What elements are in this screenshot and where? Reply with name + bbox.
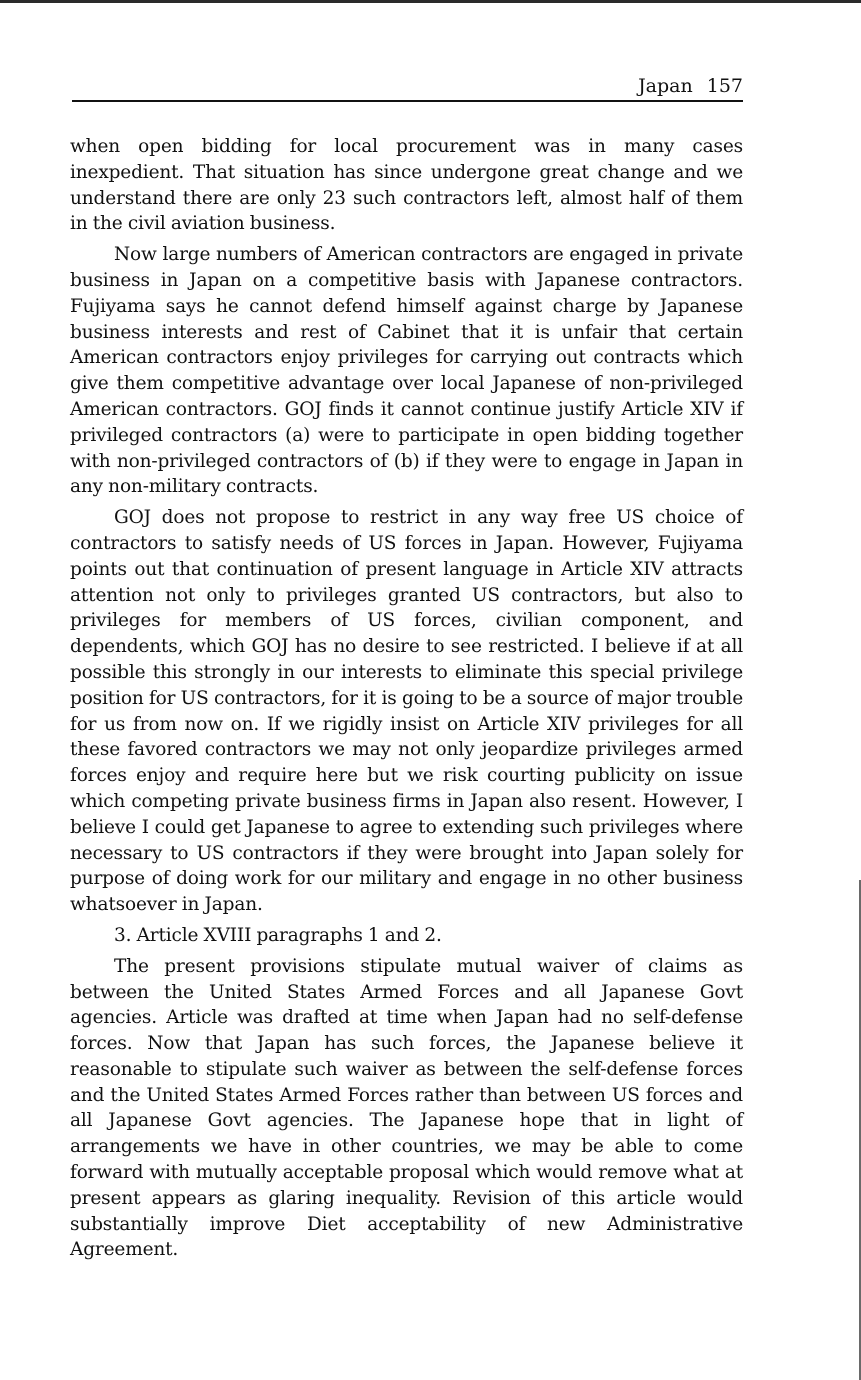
page-number: 157 [706, 75, 743, 97]
running-head [72, 72, 743, 100]
header-rule [72, 100, 743, 102]
scan-top-edge [0, 0, 861, 3]
running-head-section: Japan [638, 75, 693, 97]
page-body [70, 134, 743, 1263]
section-heading-article-xviii: 3. Article XVIII paragraphs 1 and 2. [114, 924, 442, 946]
paragraph-continued: when open bidding for local procurement was in many cases inexpedient. That situation has since undergone great change and we understand there are only 23 such contractors left, almost half of them in the civil aviation business. [70, 136, 743, 235]
paragraph-american-contractors: Now large numbers of American contractors are engaged in private business in Japan on a competitive basis with Japanese contractors. Fujiyama says he cannot defend himself against charge by Japanese business interests and rest of Cabinet that it is unfair that certain American contractors enjoy privileges for carrying out contracts which give them competitive advantage over local Japanese of non-privileged American contractors. GOJ finds it cannot continue justify Article XIV if privileged contractors (a) were to participate in open bidding together with non-privileged contractors of (b) if they were to engage in Japan in any non-military contracts. [70, 244, 743, 498]
paragraph-waiver-of-claims: The present provisions stipulate mutual waiver of claims as between the United States Armed Forces and all Japanese Govt agencies. Article was drafted at time when Japan had no self-defense forces. Now that Japan has such forces, the Japanese believe it reasonable to stipulate such waiver as between the self-defense forces and the United States Armed Forces rather than between US forces and all Japanese Govt agencies. The Japanese hope that in light of arrangements we have in other countries, we may be able to come forward with mutually acceptable proposal which would remove what at present appears as glaring inequality. Revision of this article would substantially improve Diet acceptability of new Administrative Agreement. [70, 955, 743, 1261]
paragraph-goj-position: GOJ does not propose to restrict in any way free US choice of contractors to satisfy needs of US forces in Japan. However, Fujiyama points out that continuation of present language in Article XIV attracts attention not only to privileges granted US contractors, but also to privileges for members of US forces, civilian component, and dependents, which GOJ has no desire to see restricted. I believe if at all possible this strongly in our interests to eliminate this special privilege position for US contractors, for it is going to be a source of major trouble for us from now on. If we rigidly insist on Article XIV privileges for all these favored contractors we may not only jeopardize privileges armed forces enjoy and require here but we risk courting publicity on issue which competing private business firms in Japan also resent. However, I believe I could get Japanese to agree to extending such privileges where necessary to US contractors if they were brought into Japan solely for purpose of doing work for our military and engage in no other business whatsoever in Japan. [70, 507, 743, 916]
